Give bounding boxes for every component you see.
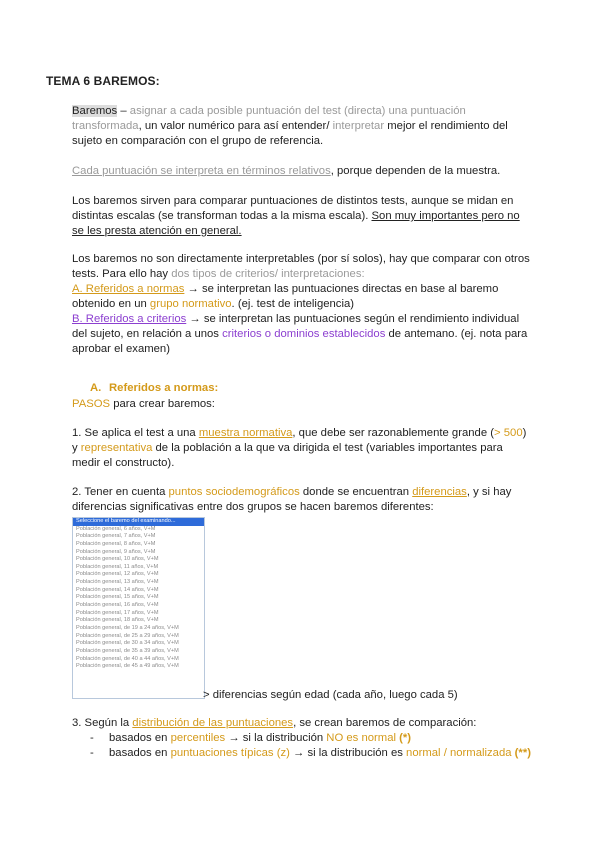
- select-option[interactable]: Población general, 18 años, V+M: [76, 617, 159, 624]
- normas-desc-1: → se interpretan las puntuaciones directas en base al baremo obtenido en un: [72, 283, 499, 310]
- select-option[interactable]: Población general, 9 años, V+M: [76, 548, 156, 555]
- item1-percentiles: percentiles: [170, 732, 226, 744]
- list-dash: -: [90, 732, 94, 744]
- step-1: [72, 426, 534, 471]
- step2-t2: donde se encuentran: [299, 486, 413, 498]
- purpose-underlined: Son muy importantes pero no se les presta atención en general.: [72, 210, 520, 237]
- step2-t1: 2. Tener en cuenta: [72, 486, 169, 498]
- step1-t2: , que debe ser razonablemente grande (: [292, 427, 495, 439]
- age-differences-note: > diferencias según edad (cada año, luego cada 5): [203, 689, 458, 701]
- step2-sociodemograficos: puntos sociodemográficos: [168, 486, 300, 498]
- item1-t1: basados en: [109, 732, 171, 744]
- baremos-definition: [72, 104, 534, 149]
- step1-num: > 500: [494, 427, 523, 439]
- term-baremos: Baremos: [72, 105, 118, 117]
- select-option[interactable]: Población general, de 45 a 49 años, V+M: [76, 663, 179, 670]
- item1-t2: → si la distribución: [225, 732, 327, 744]
- criteria-types-label: dos tipos de criterios/ interpretaciones:: [171, 268, 365, 280]
- select-option[interactable]: Población general, de 25 a 29 años, V+M: [76, 632, 179, 639]
- select-option[interactable]: Población general, 10 años, V+M: [76, 556, 159, 563]
- list-dash: -: [90, 747, 94, 759]
- select-option[interactable]: Población general, 14 años, V+M: [76, 586, 159, 593]
- criterios-desc-1: → se interpretan las puntuaciones según el rendimiento individual del sujeto, en relación a unos: [72, 313, 520, 340]
- select-option[interactable]: Población general, 11 años, V+M: [76, 563, 159, 570]
- step1-representativa: representativa: [80, 442, 153, 454]
- criteria-intro: Los baremos no son directamente interpretables (por sí solos), hay que comparar con otros tests. Para ello hay: [72, 253, 530, 280]
- select-option[interactable]: Población general, 8 años, V+M: [76, 540, 156, 547]
- select-option[interactable]: Población general, de 19 a 24 años, V+M: [76, 624, 179, 631]
- step1-t3: ) y: [72, 427, 527, 454]
- criteria-types: [72, 252, 534, 357]
- criterios-dominios: criterios o dominios establecidos: [222, 328, 386, 340]
- select-option[interactable]: Población general, de 30 a 34 años, V+M: [76, 640, 179, 647]
- link-muestra-normativa[interactable]: muestra normativa: [198, 427, 293, 439]
- item2-t2: → si la distribución es: [289, 747, 407, 759]
- step3-t2: , se crean baremos de comparación:: [293, 717, 477, 729]
- relative-underlined: Cada puntuación se interpreta en términos relativos: [72, 165, 331, 177]
- step3-list-item-2: [90, 746, 550, 761]
- step3-t1: 3. Según la: [72, 717, 133, 729]
- step2-t3: , y si hay diferencias significativas entre dos grupos se hacen baremos diferentes:: [72, 486, 512, 513]
- item1-mark: (*): [395, 732, 412, 744]
- step-3: [72, 716, 534, 731]
- select-option[interactable]: Población general, 15 años, V+M: [76, 594, 159, 601]
- step3-list-item-1: [90, 731, 550, 746]
- pasos-line: [72, 397, 534, 412]
- document-title: TEMA 6 BAREMOS:: [46, 74, 160, 88]
- relative-rest: , porque dependen de la muestra.: [330, 165, 501, 177]
- link-referidos-criterios[interactable]: B. Referidos a criterios: [72, 313, 187, 325]
- select-option[interactable]: Población general, 16 años, V+M: [76, 602, 159, 609]
- select-option[interactable]: Población general, 6 años, V+M: [76, 525, 156, 532]
- link-diferencias[interactable]: diferencias: [412, 486, 467, 498]
- criterios-desc-2: de antemano. (ej. nota para aprobar el examen): [72, 328, 528, 355]
- normas-desc-2: . (ej. test de inteligencia): [231, 298, 354, 310]
- section-a-heading: [90, 381, 218, 396]
- relative-interpretation: [72, 164, 534, 179]
- step1-t1: 1. Se aplica el test a una: [72, 427, 199, 439]
- item2-normal: normal / normalizada: [406, 747, 512, 759]
- def-part-2: , un valor numérico para así entender/: [138, 120, 333, 132]
- def-dash: –: [117, 105, 130, 117]
- section-a-title: Referidos a normas:: [109, 382, 219, 394]
- item2-tipicas: puntuaciones típicas (z): [170, 747, 290, 759]
- select-option[interactable]: Población general, 13 años, V+M: [76, 579, 159, 586]
- section-a-letter: A.: [90, 382, 102, 394]
- def-part-3: interpretar: [332, 120, 385, 132]
- def-part-4: mejor el rendimiento del sujeto en comparación con el grupo de referencia.: [72, 120, 508, 147]
- item1-no-normal: NO es normal: [326, 732, 396, 744]
- select-option[interactable]: Población general, 12 años, V+M: [76, 571, 159, 578]
- pasos-label: PASOS: [72, 398, 111, 410]
- def-part-1: asignar a cada posible puntuación del test (directa) una puntuación transformada: [72, 105, 466, 132]
- link-referidos-normas[interactable]: A. Referidos a normas: [72, 283, 185, 295]
- item2-t1: basados en: [109, 747, 171, 759]
- purpose-text: Los baremos sirven para comparar puntuaciones de distintos tests, aunque se midan en distintas escalas (se transforman todas a la misma escala).: [72, 195, 514, 222]
- item2-mark: (**): [511, 747, 531, 759]
- select-option[interactable]: Población general, de 35 a 39 años, V+M: [76, 647, 179, 654]
- select-option[interactable]: Población general, 7 años, V+M: [76, 533, 156, 540]
- normas-grupo-normativo: grupo normativo: [149, 298, 232, 310]
- select-option[interactable]: Población general, 17 años, V+M: [76, 609, 159, 616]
- step-2: [72, 485, 534, 515]
- pasos-rest: para crear baremos:: [110, 398, 215, 410]
- link-distribucion[interactable]: distribución de las puntuaciones: [132, 717, 294, 729]
- step1-t4: de la población a la que va dirigida el test (variables importantes para medir el constructo).: [72, 442, 503, 469]
- select-option[interactable]: Seleccione el baremo del examinando...: [73, 518, 204, 526]
- baremo-select-list[interactable]: [72, 517, 205, 699]
- baremos-purpose: [72, 194, 534, 239]
- select-option[interactable]: Población general, de 40 a 44 años, V+M: [76, 655, 179, 662]
